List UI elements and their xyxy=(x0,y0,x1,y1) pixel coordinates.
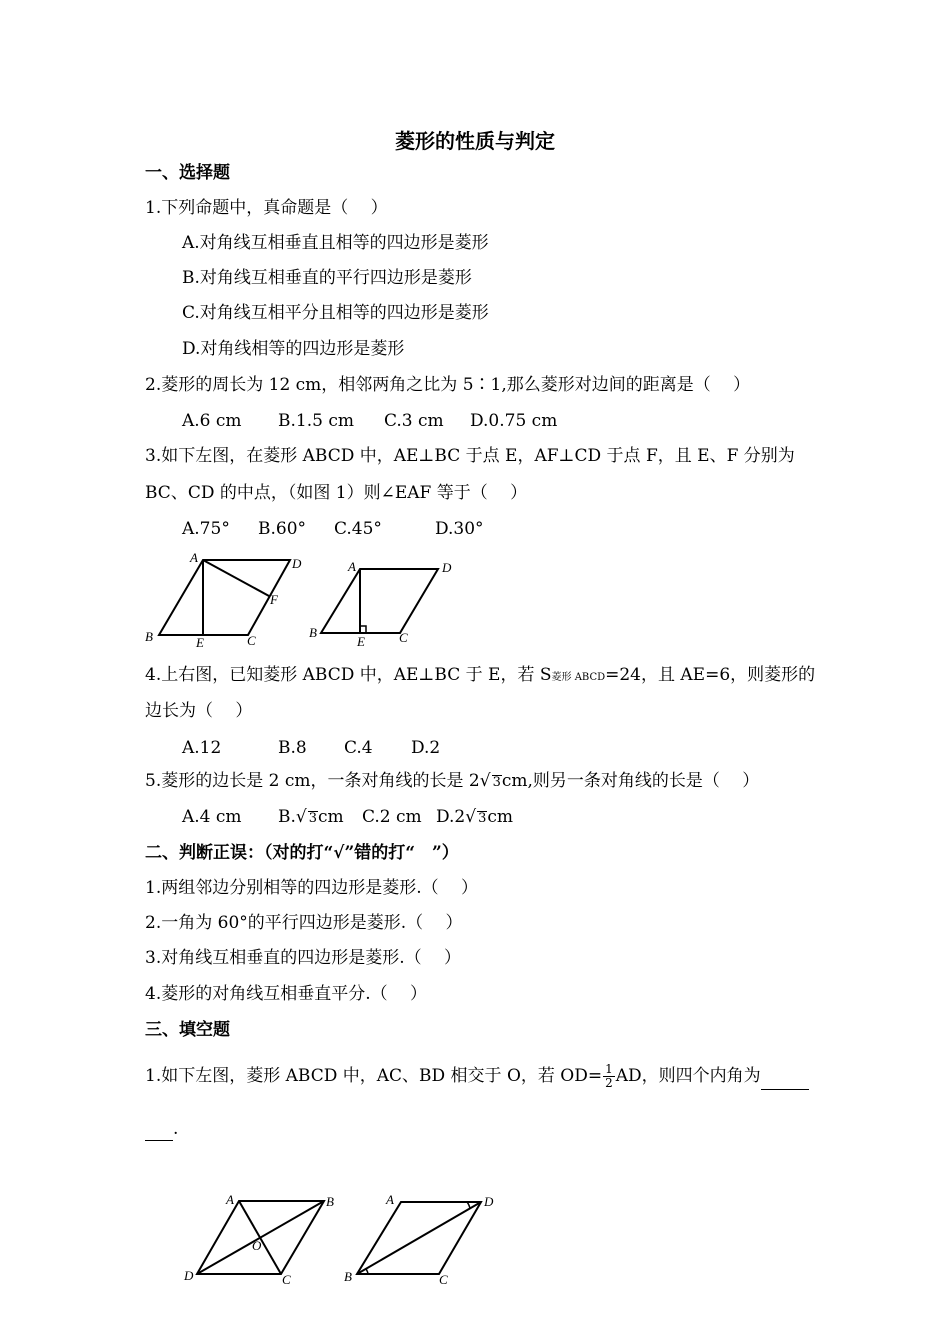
fig1-label-c: C xyxy=(247,633,256,648)
fill-q1-fraction-denominator: 2 xyxy=(605,1076,613,1090)
fill-q1-part-b: AD，则四个内角为 xyxy=(615,1066,761,1086)
q4-options xyxy=(182,736,440,760)
q3-option-d: D.30° xyxy=(435,519,484,539)
q5-option-b: B.√ 3cm xyxy=(278,807,344,827)
fig2-label-a: A xyxy=(348,559,356,574)
q2-options xyxy=(182,409,557,433)
q3-option-b: B.60° xyxy=(258,519,307,539)
q4-stem-part-a: 4.上右图，已知菱形 ABCD 中，AE⊥BC 于 E，若 S xyxy=(145,665,552,685)
q5-option-d-sqrt: 3 xyxy=(478,811,487,826)
figure-1 xyxy=(140,548,310,650)
q4-stem-part-b: =24，且 AE=6，则菱形的 xyxy=(605,665,816,685)
section2-heading: 二、判断正误：（对的打“√”错的打“ ”） xyxy=(145,843,459,863)
q5-option-c: C.2 cm xyxy=(362,807,422,827)
fig3-label-a: A xyxy=(226,1192,234,1207)
fig4-label-c: C xyxy=(439,1272,448,1287)
q1-option-c: C.对角线互相平分且相等的四边形是菱形 xyxy=(182,303,489,323)
fig4-label-b: B xyxy=(344,1269,352,1284)
q2-stem: 2.菱形的周长为 12 cm，相邻两角之比为 5∶1,那么菱形对边间的距离是（ ） xyxy=(145,375,751,395)
q3-option-c: C.45° xyxy=(334,519,382,539)
q4-stem-line2: 边长为（ ） xyxy=(145,701,253,721)
q1-option-b: B.对角线互相垂直的平行四边形是菱形 xyxy=(182,268,472,288)
fig4-label-d: D xyxy=(484,1194,494,1209)
fill-q1-fraction-numerator: 1 xyxy=(605,1062,613,1076)
fig1-segment-af xyxy=(203,560,269,596)
q3-option-a: A.75° xyxy=(182,519,230,539)
q5-stem xyxy=(145,769,759,793)
q1-option-a: A.对角线互相垂直且相等的四边形是菱形 xyxy=(182,233,489,253)
q4-option-c: C.4 xyxy=(344,738,373,758)
fig2-label-b: B xyxy=(309,625,317,640)
figure-3 xyxy=(180,1188,345,1288)
q3-stem-line1: 3.如下左图，在菱形 ABCD 中，AE⊥BC 于点 E，AF⊥CD 于点 F，且 E、F 分别为 xyxy=(145,446,795,466)
fig2-rhombus xyxy=(321,569,438,633)
q4-option-b: B.8 xyxy=(278,738,307,758)
q5-option-d: D.2√ 3cm xyxy=(436,807,514,827)
fig3-label-c: C xyxy=(282,1272,291,1287)
fig3-label-b: B xyxy=(326,1194,334,1209)
fill-q1-part-a: 1.如下左图，菱形 ABCD 中，AC、BD 相交于 O，若 OD= xyxy=(145,1066,603,1086)
section1-heading: 一、选择题 xyxy=(145,163,230,183)
judge-item-3: 3.对角线互相垂直的四边形是菱形.（ ） xyxy=(145,948,462,968)
fill-q1-line2 xyxy=(145,1117,178,1141)
fig3-label-o: O xyxy=(252,1238,262,1253)
q4-option-d: D.2 xyxy=(411,738,441,758)
q2-option-a: A.6 cm xyxy=(182,411,242,431)
fig1-label-e: E xyxy=(196,635,204,650)
fig1-label-a: A xyxy=(190,550,198,565)
q5-sqrt-value: 3 xyxy=(492,775,501,790)
q5-option-d-prefix: D.2 xyxy=(436,807,466,827)
q1-stem: 1.下列命题中，真命题是（ ） xyxy=(145,198,388,218)
q3-stem-line2: BC、CD 的中点，（如图 1）则∠EAF 等于（ ） xyxy=(145,483,528,503)
fig2-label-c: C xyxy=(399,630,408,645)
q4-stem-line1 xyxy=(145,663,815,690)
fig2-label-e: E xyxy=(357,634,365,649)
judge-item-4: 4.菱形的对角线互相垂直平分.（ ） xyxy=(145,984,428,1004)
q5-options xyxy=(182,805,513,829)
judge-item-2: 2.一角为 60°的平行四边形是菱形.（ ） xyxy=(145,913,463,933)
fill-q1-answer-blank[interactable] xyxy=(761,1071,809,1090)
q2-option-b: B.1.5 cm xyxy=(278,411,354,431)
figure-4 xyxy=(340,1188,505,1288)
q5-option-b-sqrt: 3 xyxy=(308,811,318,826)
q2-option-d: D.0.75 cm xyxy=(470,411,558,431)
q3-options xyxy=(182,517,484,541)
q5-option-d-unit: cm xyxy=(487,807,514,827)
q1-option-d: D.对角线相等的四边形是菱形 xyxy=(182,339,405,359)
q5-option-a: A.4 cm xyxy=(182,807,242,827)
q5-sqrt: √ 3 xyxy=(479,771,501,791)
fill-q1-period: . xyxy=(173,1119,179,1139)
fig4-label-a: A xyxy=(386,1192,394,1207)
judge-item-1: 1.两组邻边分别相等的四边形是菱形.（ ） xyxy=(145,878,479,898)
section3-heading: 三、填空题 xyxy=(145,1020,230,1040)
fill-q1-fraction xyxy=(603,1063,615,1090)
fill-q1-stem xyxy=(145,1063,809,1090)
fill-q1-answer-blank-cont[interactable] xyxy=(145,1122,173,1141)
fig2-label-d: D xyxy=(442,560,452,575)
fig1-label-d: D xyxy=(292,556,302,571)
fig3-label-d: D xyxy=(184,1268,194,1283)
q5-option-b-unit: cm xyxy=(318,807,344,827)
page-title: 菱形的性质与判定 xyxy=(395,129,555,153)
fig4-angle-mark-d xyxy=(467,1202,470,1209)
fig1-label-f: F xyxy=(270,592,278,607)
fig1-label-b: B xyxy=(145,629,153,644)
q4-option-a: A.12 xyxy=(182,738,222,758)
fig4-diagonal-bd xyxy=(357,1202,481,1274)
q5-option-b-prefix: B. xyxy=(278,807,296,827)
q4-area-subscript: 菱形 ABCD xyxy=(551,672,606,683)
q5-stem-part-b: cm,则另一条对角线的长是（ ） xyxy=(501,771,760,791)
figure-2 xyxy=(305,555,470,650)
q2-option-c: C.3 cm xyxy=(384,411,444,431)
q5-stem-part-a: 5.菱形的边长是 2 cm，一条对角线的长是 2 xyxy=(145,771,480,791)
